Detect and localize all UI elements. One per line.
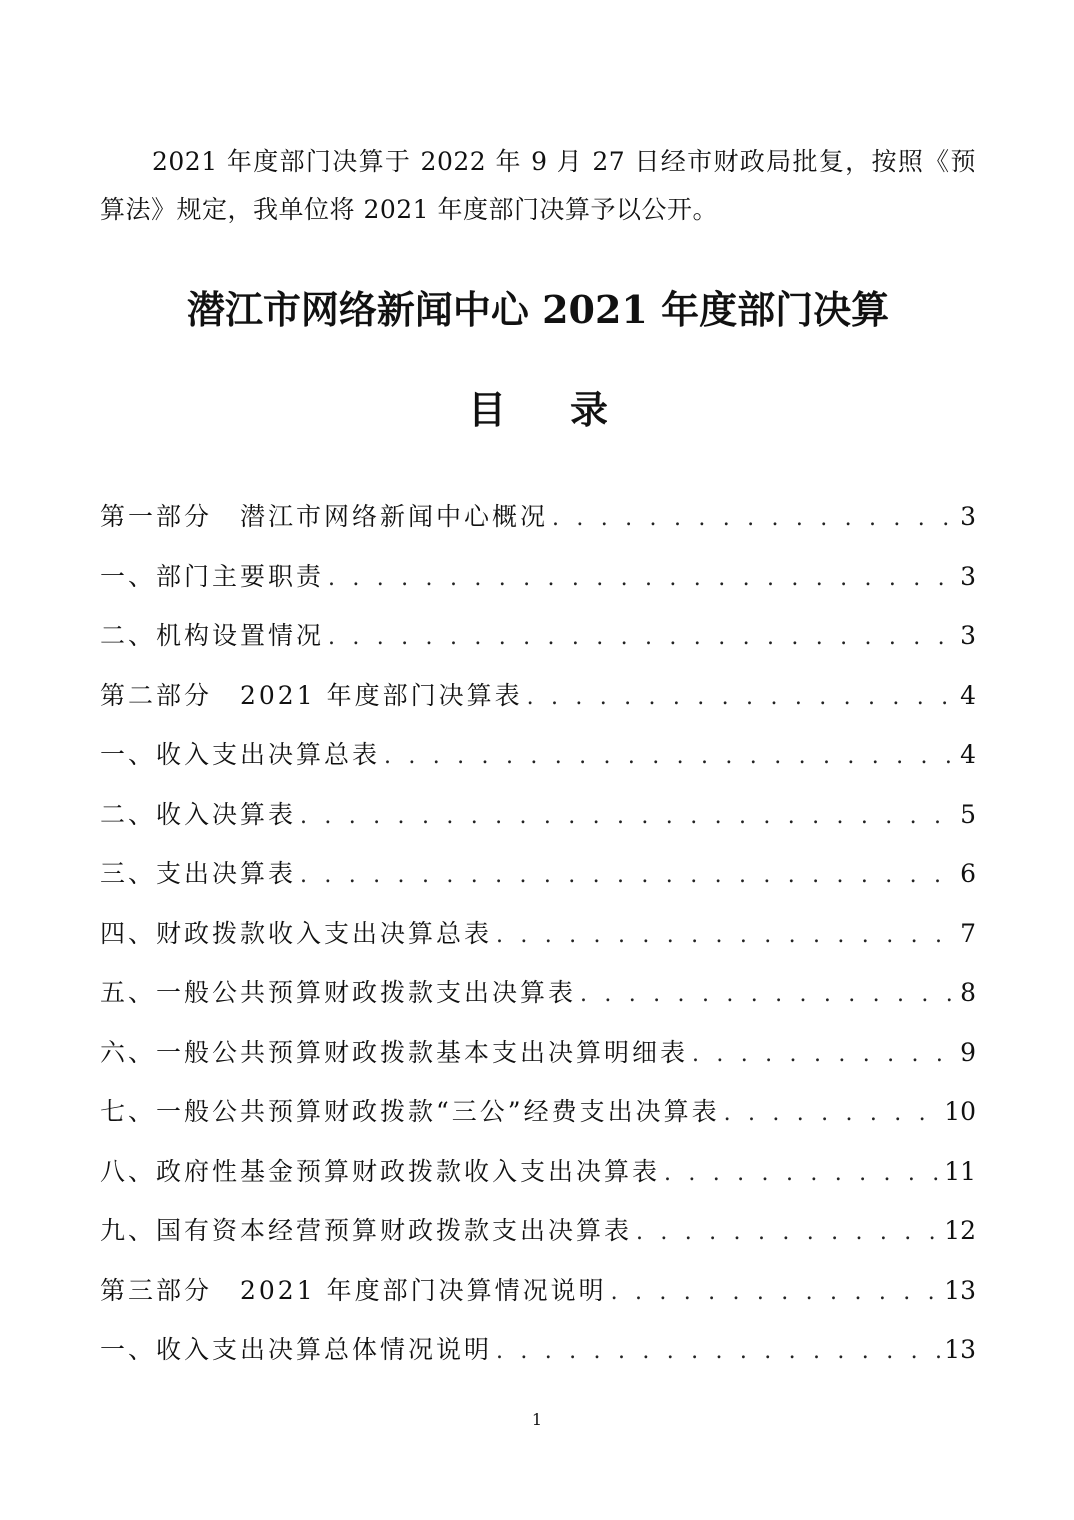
- toc-leader-dots: [496, 906, 956, 966]
- toc-leader-dots: [300, 846, 956, 906]
- toc-entry[interactable]: [100, 1261, 976, 1321]
- toc-leader-dots: [580, 965, 956, 1025]
- toc-entry-label: 八、政府性基金预算财政拨款收入支出决算表: [100, 1156, 661, 1186]
- toc-entry-page: 10: [944, 1097, 976, 1126]
- toc-leader-dots: [384, 727, 956, 787]
- toc-entry-label: 六、一般公共预算财政拨款基本支出决算明细表: [100, 1037, 689, 1067]
- toc-entry[interactable]: [100, 1082, 976, 1142]
- toc-leader-dots: [496, 1322, 940, 1382]
- document-title: 潜江市网络新闻中心 2021 年度部门决算: [186, 287, 890, 332]
- intro-paragraph: 2021 年度部门决算于 2022 年 9 月 27 日经市财政局批复，按照《预算法》规定，我单位将 2021 年度部门决算予以公开。: [100, 147, 976, 224]
- toc-entry-page: 3: [960, 561, 976, 591]
- toc-entry-label: 九、国有资本经营预算财政拨款支出决算表: [100, 1216, 633, 1245]
- toc-entry[interactable]: [100, 1023, 976, 1083]
- toc-leader-dots: [724, 1084, 941, 1144]
- toc-entry[interactable]: [100, 725, 976, 785]
- toc-entry-label: 第二部分 2021 年度部门决算表: [100, 680, 523, 710]
- toc-entry-page: 7: [960, 918, 976, 948]
- toc-heading: 目录: [467, 387, 672, 432]
- toc-entry[interactable]: [100, 1142, 976, 1202]
- toc-entry-label: 一、部门主要职责: [100, 561, 325, 591]
- toc-entry-page: 4: [960, 680, 976, 710]
- table-of-contents: [100, 487, 976, 1380]
- toc-entry[interactable]: [100, 785, 976, 845]
- toc-entry-label: 第一部分 潜江市网络新闻中心概况: [100, 502, 549, 531]
- toc-entry[interactable]: [100, 666, 976, 726]
- toc-leader-dots: [527, 668, 957, 728]
- toc-entry-page: 6: [960, 859, 976, 888]
- toc-entry-page: 12: [944, 1216, 976, 1245]
- toc-entry-page: 3: [960, 621, 976, 650]
- toc-entry-page: 11: [944, 1156, 976, 1186]
- toc-leader-dots: [328, 608, 956, 668]
- toc-entry-page: 4: [960, 740, 976, 769]
- toc-leader-dots: [692, 1025, 956, 1085]
- toc-leader-dots: [300, 787, 956, 847]
- toc-leader-dots: [664, 1144, 940, 1204]
- toc-entry-page: 3: [960, 502, 976, 531]
- toc-entry-page: 5: [960, 799, 976, 829]
- toc-entry-label: 七、一般公共预算财政拨款“三公”经费支出决算表: [100, 1097, 720, 1126]
- toc-entry[interactable]: [100, 844, 976, 904]
- toc-entry-label: 三、支出决算表: [100, 859, 297, 888]
- toc-entry[interactable]: [100, 606, 976, 666]
- toc-entry-page: 13: [944, 1275, 976, 1305]
- toc-entry-label: 四、财政拨款收入支出决算总表: [100, 918, 493, 948]
- toc-leader-dots: [611, 1263, 941, 1323]
- toc-entry[interactable]: [100, 547, 976, 607]
- toc-entry[interactable]: [100, 1201, 976, 1261]
- toc-leader-dots: [328, 549, 956, 609]
- toc-entry-label: 五、一般公共预算财政拨款支出决算表: [100, 978, 577, 1007]
- toc-entry-label: 一、收入支出决算总表: [100, 740, 381, 769]
- toc-entry-page: 8: [960, 978, 976, 1007]
- toc-leader-dots: [552, 489, 956, 549]
- toc-entry-page: 13: [944, 1335, 976, 1364]
- toc-entry-page: 9: [960, 1037, 976, 1067]
- toc-entry-label: 二、机构设置情况: [100, 621, 325, 650]
- toc-leader-dots: [636, 1203, 940, 1263]
- toc-entry[interactable]: [100, 904, 976, 964]
- toc-entry[interactable]: [100, 1320, 976, 1380]
- toc-entry-label: 二、收入决算表: [100, 799, 297, 829]
- page-number: 1: [531, 1410, 543, 1429]
- toc-entry-label: 第三部分 2021 年度部门决算情况说明: [100, 1275, 607, 1305]
- toc-entry-label: 一、收入支出决算总体情况说明: [100, 1335, 493, 1364]
- toc-entry[interactable]: [100, 963, 976, 1023]
- toc-entry[interactable]: [100, 487, 976, 547]
